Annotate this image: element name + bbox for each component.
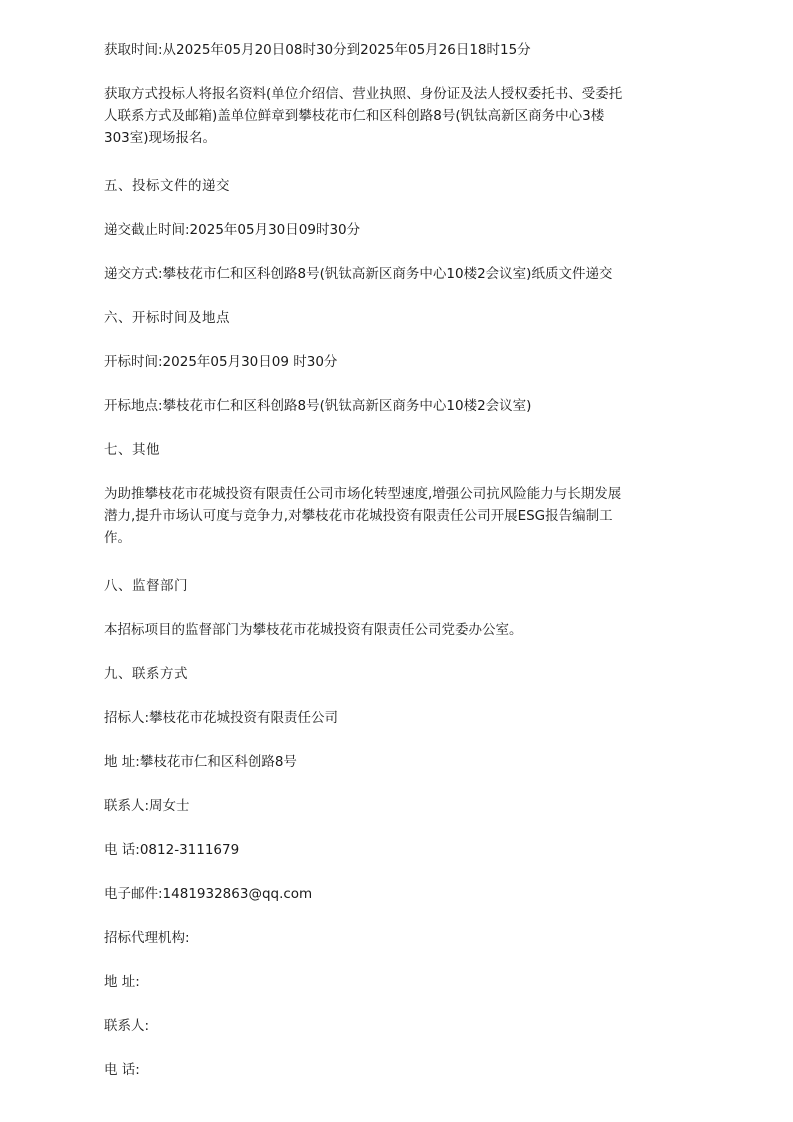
acquire-method-paragraph bbox=[104, 83, 700, 149]
agency-phone: 电 话: bbox=[104, 1062, 140, 1078]
acquire-method-line-3: 303室)现场报名。 bbox=[104, 130, 217, 146]
section-5-title: 五、投标文件的递交 bbox=[104, 178, 230, 194]
agency-address: 地 址: bbox=[104, 974, 140, 990]
supervision-text: 本招标项目的监督部门为攀枝花市花城投资有限责任公司党委办公室。 bbox=[104, 622, 523, 638]
section-8-title: 八、监督部门 bbox=[104, 578, 188, 594]
section-7-title: 七、其他 bbox=[104, 442, 160, 458]
agency-contact: 联系人: bbox=[104, 1018, 150, 1034]
other-line-1: 为助推攀枝花市花城投资有限责任公司市场化转型速度,增强公司抗风险能力与长期发展 bbox=[104, 486, 622, 502]
submit-method: 递交方式:攀枝花市仁和区科创路8号(钒钛高新区商务中心10楼2会议室)纸质文件递交 bbox=[104, 266, 613, 282]
section-6-title: 六、开标时间及地点 bbox=[104, 310, 230, 326]
acquire-method-line-2: 人联系方式及邮箱)盖单位鲜章到攀枝花市仁和区科创路8号(钒钛高新区商务中心3楼 bbox=[104, 108, 605, 124]
other-line-2: 潜力,提升市场认可度与竞争力,对攀枝花市花城投资有限责任公司开展ESG报告编制工 bbox=[104, 508, 613, 524]
tenderer: 招标人:攀枝花市花城投资有限责任公司 bbox=[104, 710, 339, 726]
other-line-3: 作。 bbox=[104, 530, 131, 546]
acquire-time: 获取时间:从2025年05月20日08时30分到2025年05月26日18时15分 bbox=[104, 42, 531, 58]
open-place: 开标地点:攀枝花市仁和区科创路8号(钒钛高新区商务中心10楼2会议室) bbox=[104, 398, 532, 414]
tenderer-contact: 联系人:周女士 bbox=[104, 798, 190, 814]
agency: 招标代理机构: bbox=[104, 930, 190, 946]
section-9-title: 九、联系方式 bbox=[104, 666, 188, 682]
submit-deadline: 递交截止时间:2025年05月30日09时30分 bbox=[104, 222, 361, 238]
tenderer-phone: 电 话:0812-3111679 bbox=[104, 842, 240, 858]
open-time: 开标时间:2025年05月30日09 时30分 bbox=[104, 354, 338, 370]
other-paragraph bbox=[104, 483, 700, 549]
acquire-method-line-1: 获取方式投标人将报名资料(单位介绍信、营业执照、身份证及法人授权委托书、受委托 bbox=[104, 86, 623, 102]
tenderer-email: 电子邮件:1481932863@qq.com bbox=[104, 886, 313, 902]
tenderer-address: 地 址:攀枝花市仁和区科创路8号 bbox=[104, 754, 297, 770]
